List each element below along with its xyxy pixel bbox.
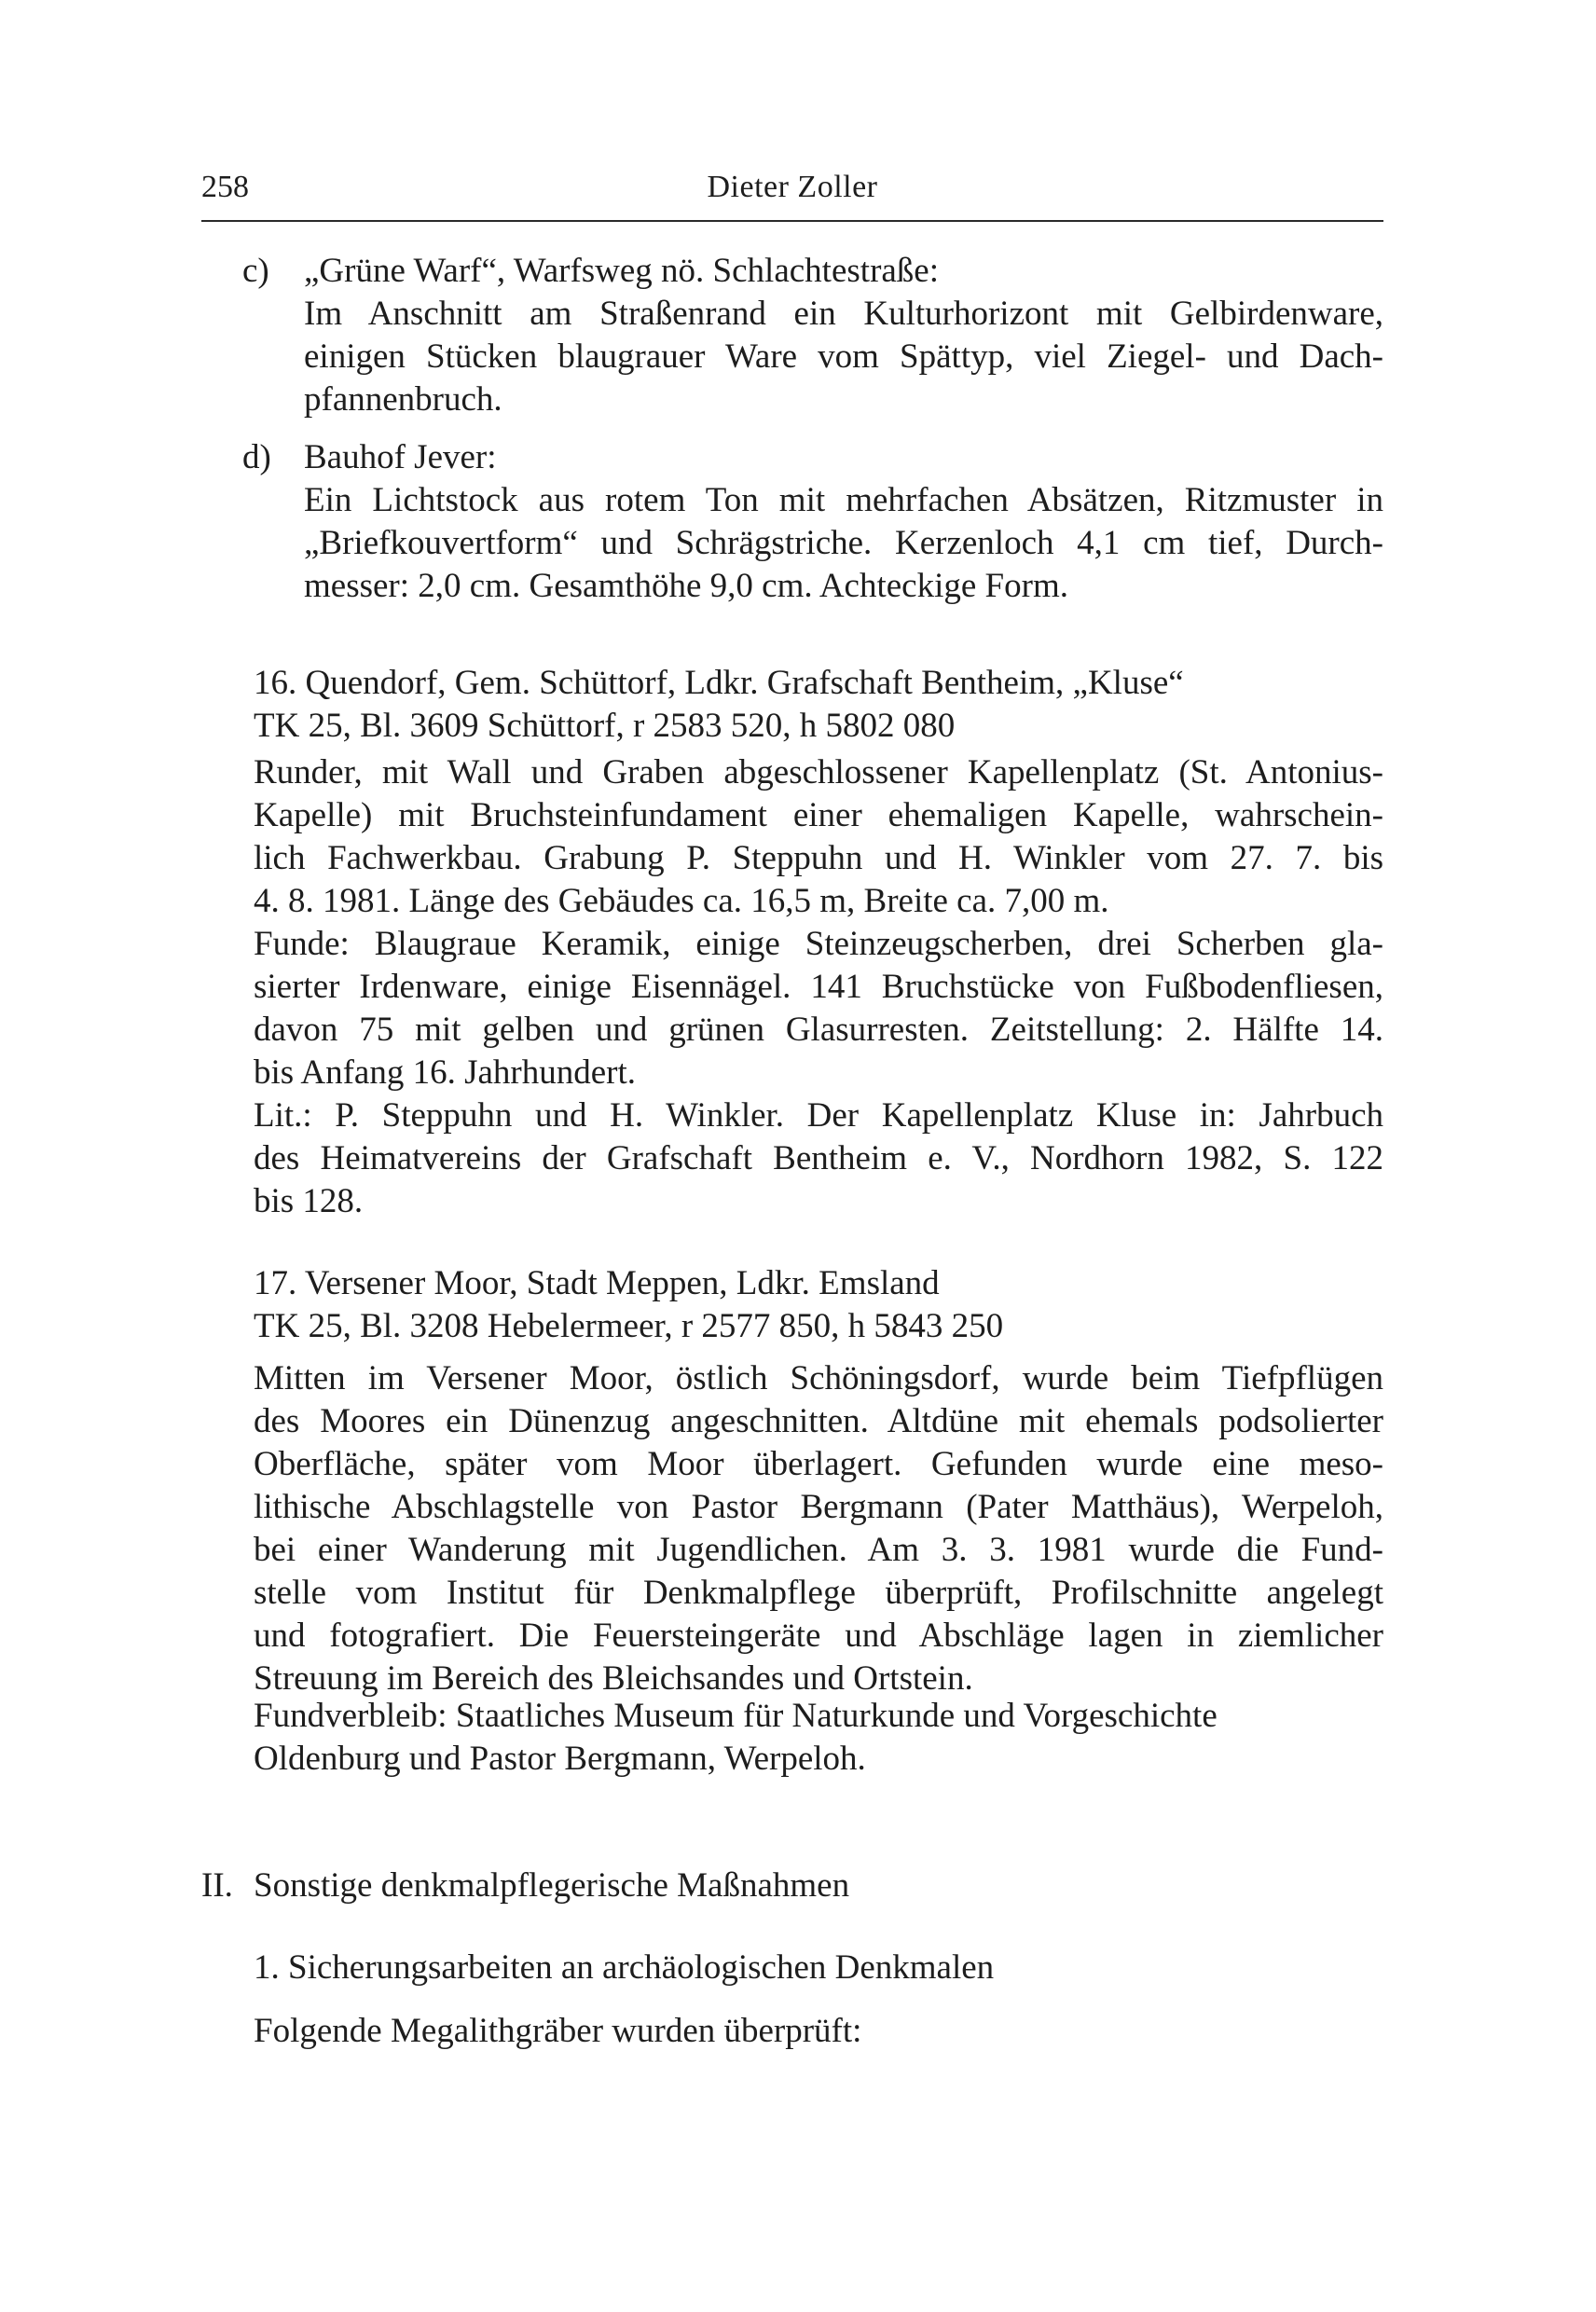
item-d-line: „Briefkouvertform“ und Schrägstriche. Kerzenloch 4,1 cm tief, Durch- (304, 524, 1383, 562)
item-c-line: Im Anschnitt am Straßenrand ein Kulturhorizont mit Gelbirdenware, (304, 295, 1383, 333)
entry-16-coords: TK 25, Bl. 3609 Schüttorf, r 2583 520, h 5802 080 (254, 707, 956, 745)
fundverbleib-line: Oldenburg und Pastor Bergmann, Werpeloh. (254, 1740, 866, 1778)
entry-17-body (254, 1357, 1383, 1700)
item-c-title: „Grüne Warf“, Warfsweg nö. Schlachtestraße: (304, 252, 940, 290)
entry-17-line: des Moores ein Dünenzug angeschnitten. Altdüne mit ehemals podsolierter (254, 1402, 1383, 1440)
running-head: Dieter Zoller (707, 170, 878, 204)
item-c (304, 250, 1383, 421)
item-d-line: Ein Lichtstock aus rotem Ton mit mehrfachen Absätzen, Ritzmuster in (304, 481, 1383, 519)
entry-16-line: Runder, mit Wall und Graben abgeschlossener Kapellenplatz (St. Antonius- (254, 753, 1383, 791)
item-d-title: Bauhof Jever: (304, 438, 497, 476)
entry-16-line: bis 128. (254, 1182, 364, 1220)
entry-17-fundverbleib (254, 1695, 1383, 1781)
entry-17-line: Streuung im Bereich des Bleichsandes und Ortstein. (254, 1659, 973, 1698)
fundverbleib-line: Fundverbleib: Staatliches Museum für Naturkunde und Vorgeschichte (254, 1697, 1218, 1735)
entry-17-heading: 17. Versener Moor, Stadt Meppen, Ldkr. Emsland (254, 1264, 940, 1302)
item-d-line: messer: 2,0 cm. Gesamthöhe 9,0 cm. Achteckige Form. (304, 567, 1068, 605)
header-rule (201, 220, 1383, 222)
entry-16-heading: 16. Quendorf, Gem. Schüttorf, Ldkr. Grafschaft Bentheim, „Kluse“ (254, 664, 1184, 702)
entry-16-line: sierter Irdenware, einige Eisennägel. 141 Bruchstücke von Fußbodenfliesen, (254, 968, 1383, 1006)
section-2-title: Sonstige denkmalpflegerische Maßnahmen (254, 1866, 850, 1905)
item-d-label: d) (242, 438, 271, 476)
entry-16-line: Funde: Blaugraue Keramik, einige Steinzeugscherben, drei Scherben gla- (254, 925, 1383, 963)
entry-16-line: bis Anfang 16. Jahrhundert. (254, 1053, 637, 1092)
entry-17-coords: TK 25, Bl. 3208 Hebelermeer, r 2577 850, h 5843 250 (254, 1307, 1004, 1345)
page-header (201, 170, 1383, 216)
entry-16-line: davon 75 mit gelben und grünen Glasurresten. Zeitstellung: 2. Hälfte 14. (254, 1011, 1383, 1049)
entry-17-line: und fotografiert. Die Feuersteingeräte und Abschläge lagen in ziemlicher (254, 1617, 1383, 1655)
item-c-line: pfannenbruch. (304, 380, 502, 419)
entry-17-heading-block (254, 1262, 1383, 1348)
entry-16-line: des Heimatvereins der Grafschaft Bentheim e. V., Nordhorn 1982, S. 122 (254, 1139, 1383, 1177)
entry-17-line: Mitten im Versener Moor, östlich Schöningsdorf, wurde beim Tiefpflügen (254, 1359, 1383, 1397)
entry-17-line: lithische Abschlagstelle von Pastor Bergmann (Pater Matthäus), Werpeloh, (254, 1488, 1383, 1526)
item-c-label: c) (242, 252, 269, 290)
section-2-intro: Folgende Megalithgräber wurden überprüft: (254, 2012, 862, 2050)
entry-17-line: Oberfläche, später vom Moor überlagert. Gefunden wurde eine meso- (254, 1445, 1383, 1483)
entry-16-line: Kapelle) mit Bruchsteinfundament einer ehemaligen Kapelle, wahrschein- (254, 796, 1383, 834)
entry-17-line: stelle vom Institut für Denkmalpflege überprüft, Profilschnitte angelegt (254, 1574, 1383, 1612)
section-2-numeral: II. (201, 1866, 233, 1905)
subsection-1-title: 1. Sicherungsarbeiten an archäologischen Denkmalen (254, 1948, 995, 1987)
entry-16-line: Lit.: P. Steppuhn und H. Winkler. Der Kapellenplatz Kluse in: Jahrbuch (254, 1096, 1383, 1135)
entry-16-body (254, 751, 1383, 1223)
entry-16-heading-block (254, 662, 1383, 748)
entry-17-line: bei einer Wanderung mit Jugendlichen. Am 3. 3. 1981 wurde die Fund- (254, 1531, 1383, 1569)
item-c-line: einigen Stücken blaugrauer Ware vom Spättyp, viel Ziegel- und Dach- (304, 337, 1383, 376)
item-d (304, 436, 1383, 608)
entry-16-line: lich Fachwerkbau. Grabung P. Steppuhn und H. Winkler vom 27. 7. bis (254, 839, 1383, 877)
page-number: 258 (201, 170, 249, 204)
entry-16-line: 4. 8. 1981. Länge des Gebäudes ca. 16,5 m, Breite ca. 7,00 m. (254, 882, 1109, 920)
